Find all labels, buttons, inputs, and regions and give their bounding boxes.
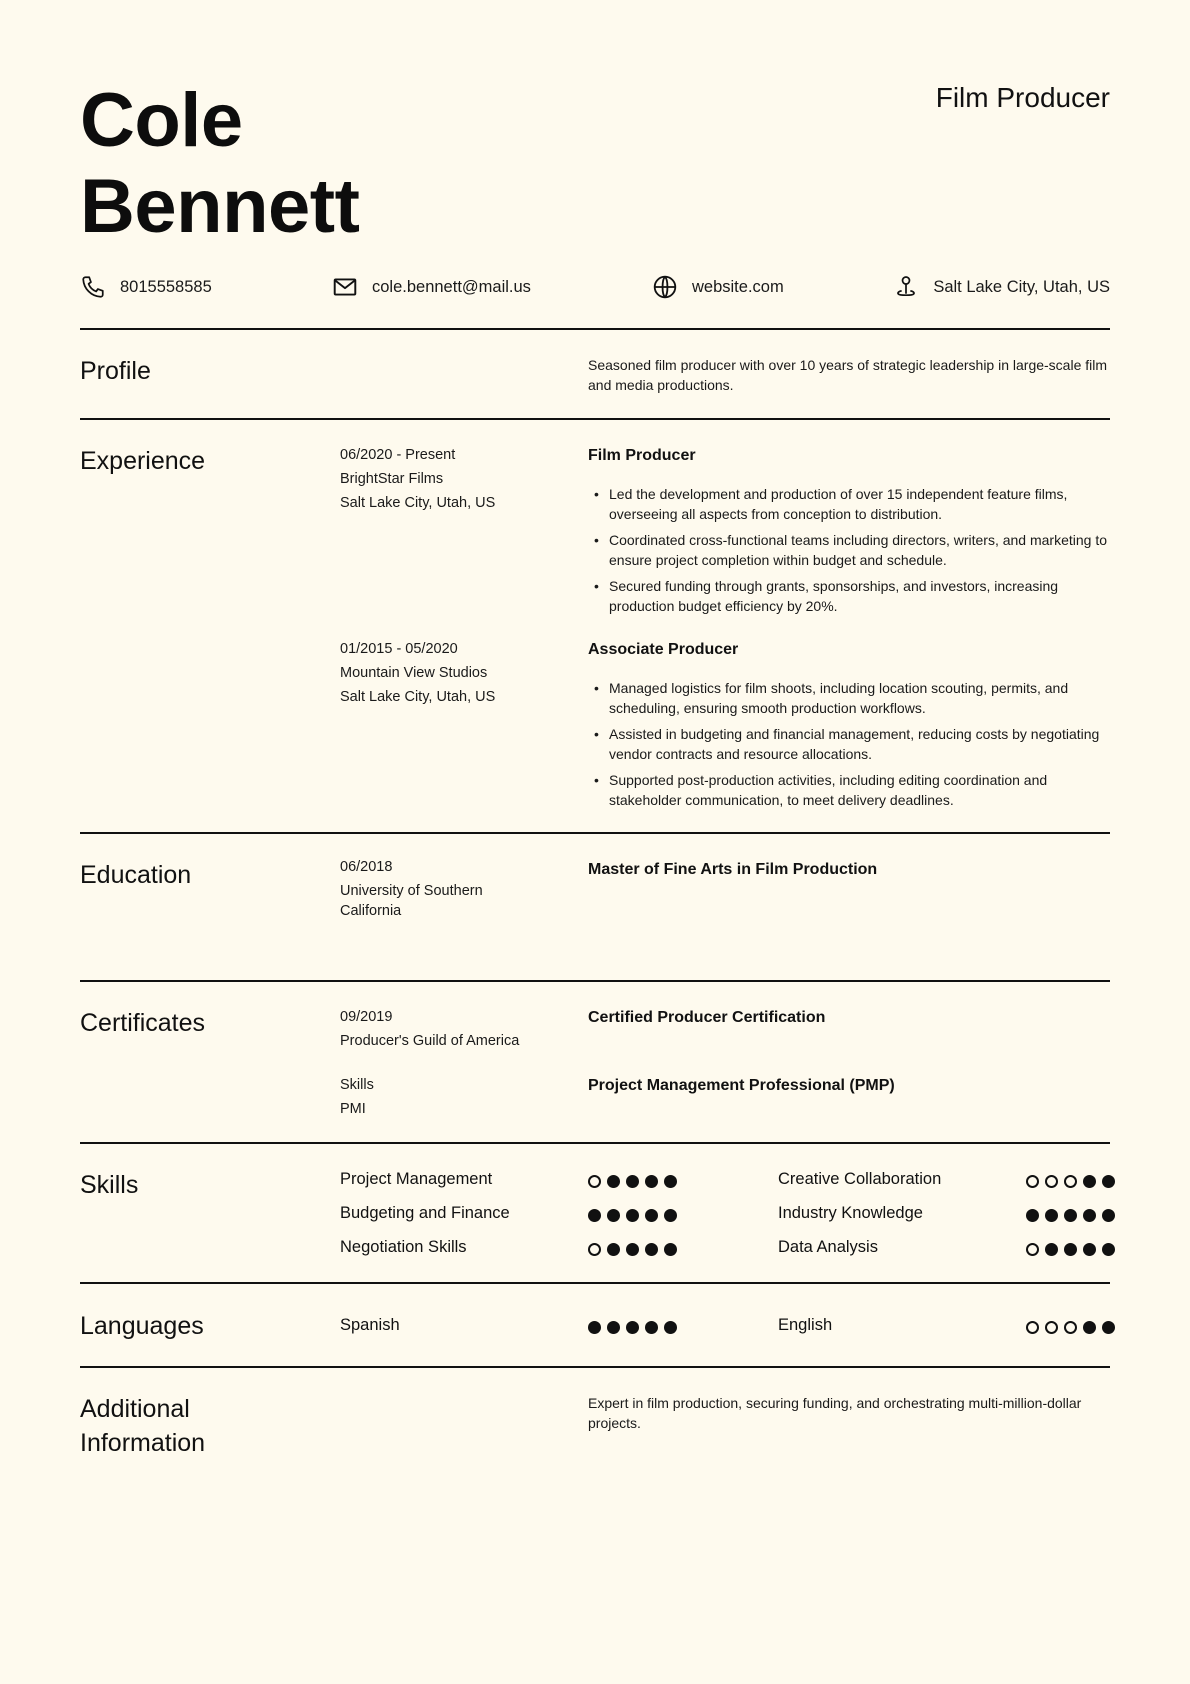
rating-dot-empty	[1045, 1175, 1058, 1188]
rating-dot-filled	[1102, 1175, 1115, 1188]
experience-2-meta	[340, 637, 495, 709]
skill-name: Data Analysis	[778, 1238, 878, 1256]
rating-dot-filled	[645, 1209, 658, 1222]
certificate-date: 09/2019	[340, 1009, 393, 1025]
divider	[80, 1366, 1110, 1368]
bullet-item: • Led the development and production of over 15 independent feature films, overseeing all aspects from conception to distribution.	[588, 484, 1108, 524]
skill-rating	[1026, 1243, 1115, 1256]
education-school: University of Southern California	[340, 883, 483, 919]
rating-dot-filled	[664, 1209, 677, 1222]
divider	[80, 832, 1110, 834]
skill-rating	[588, 1209, 677, 1222]
rating-dot-filled	[1083, 1243, 1096, 1256]
rating-dot-filled	[664, 1175, 677, 1188]
divider	[80, 418, 1110, 420]
rating-dot-filled	[664, 1243, 677, 1256]
bullet-item: • Supported post-production activities, including editing coordination and stakeholder communication, to meet delivery deadlines.	[588, 770, 1108, 810]
education-date: 06/2018	[340, 859, 393, 875]
certificate-2-detail	[588, 1076, 1108, 1096]
rating-dot-filled	[607, 1243, 620, 1256]
rating-dot-filled	[1064, 1209, 1077, 1222]
candidate-name	[80, 78, 359, 250]
rating-dot-filled	[1102, 1321, 1115, 1334]
experience-location: Salt Lake City, Utah, US	[340, 495, 496, 511]
certificate-date: Skills	[340, 1077, 374, 1093]
section-title-certificates: Certificates	[80, 1009, 206, 1037]
skill-name: Creative Collaboration	[778, 1170, 942, 1188]
skill-rating	[1026, 1209, 1115, 1222]
education-degree: Master of Fine Arts in Film Production	[588, 861, 878, 878]
contact-email	[332, 274, 531, 300]
rating-dot-filled	[588, 1209, 601, 1222]
section-title-languages: Languages	[80, 1312, 204, 1340]
rating-dot-empty	[1045, 1321, 1058, 1334]
rating-dot-filled	[1045, 1243, 1058, 1256]
rating-dot-filled	[588, 1321, 601, 1334]
skill-rating	[1026, 1175, 1115, 1188]
certificate-issuer: PMI	[340, 1101, 366, 1117]
rating-dot-filled	[626, 1243, 639, 1256]
divider	[80, 1142, 1110, 1144]
rating-dot-filled	[1102, 1209, 1115, 1222]
section-title-education: Education	[80, 861, 192, 889]
bullet-item: • Managed logistics for film shoots, including location scouting, permits, and scheduling, ensuring smooth production workflows.	[588, 678, 1108, 718]
bullet-item: • Assisted in budgeting and financial management, reducing costs by negotiating vendor contracts and resource allocations.	[588, 724, 1108, 764]
rating-dot-empty	[1064, 1321, 1077, 1334]
website-link[interactable]: website.com	[692, 277, 784, 296]
contact-website	[652, 274, 784, 300]
divider	[80, 328, 1110, 330]
rating-dot-empty	[588, 1243, 601, 1256]
additional-info-text: Expert in film production, securing funding, and orchestrating multi-million-dollar projects.	[588, 1395, 1082, 1431]
mail-icon	[332, 274, 358, 300]
job-title: Film Producer	[935, 82, 1110, 113]
section-title-additional: Additional Information	[80, 1395, 206, 1457]
email-address[interactable]: cole.bennett@mail.us	[372, 277, 531, 296]
rating-dot-filled	[626, 1175, 639, 1188]
rating-dot-filled	[664, 1321, 677, 1334]
skill-rating	[588, 1243, 677, 1256]
rating-dot-filled	[626, 1321, 639, 1334]
skill-name: Budgeting and Finance	[340, 1204, 510, 1222]
education-detail	[588, 860, 1108, 880]
certificate-1-detail	[588, 1008, 1108, 1028]
contact-location	[893, 274, 1110, 300]
skill-name: Industry Knowledge	[778, 1204, 923, 1222]
first-name: Cole	[80, 78, 243, 163]
rating-dot-filled	[1026, 1209, 1039, 1222]
contact-bar	[80, 274, 1110, 308]
skill-rating	[588, 1175, 677, 1188]
rating-dot-filled	[607, 1175, 620, 1188]
certificate-name: Project Management Professional (PMP)	[588, 1077, 895, 1094]
experience-company: BrightStar Films	[340, 471, 444, 487]
language-rating	[1026, 1321, 1115, 1334]
rating-dot-filled	[1083, 1209, 1096, 1222]
certificate-2-meta	[340, 1073, 374, 1121]
rating-dot-filled	[645, 1175, 658, 1188]
section-title-profile: Profile	[80, 357, 151, 385]
experience-company: Mountain View Studios	[340, 665, 488, 681]
phone-number[interactable]: 8015558585	[120, 277, 212, 296]
rating-dot-empty	[1064, 1175, 1077, 1188]
location-text: Salt Lake City, Utah, US	[933, 277, 1110, 296]
rating-dot-filled	[1045, 1209, 1058, 1222]
experience-1-meta	[340, 443, 495, 515]
experience-2-detail	[588, 640, 1108, 816]
education-meta	[340, 857, 530, 921]
experience-role: Film Producer	[588, 447, 696, 464]
language-name: English	[778, 1316, 833, 1334]
bullet-item: • Secured funding through grants, sponsorships, and investors, increasing production budget efficiency by 20%.	[588, 576, 1108, 616]
rating-dot-empty	[1026, 1321, 1039, 1334]
rating-dot-filled	[1064, 1243, 1077, 1256]
rating-dot-filled	[1083, 1175, 1096, 1188]
rating-dot-filled	[1083, 1321, 1096, 1334]
experience-1-detail	[588, 446, 1108, 622]
certificate-1-meta	[340, 1005, 519, 1053]
experience-bullets	[588, 678, 1108, 810]
language-name: Spanish	[340, 1316, 400, 1334]
contact-phone	[80, 274, 212, 300]
divider	[80, 1282, 1110, 1284]
experience-role: Associate Producer	[588, 641, 739, 658]
section-title-experience: Experience	[80, 447, 206, 475]
globe-icon	[652, 274, 678, 300]
rating-dot-filled	[607, 1209, 620, 1222]
profile-summary: Seasoned film producer with over 10 years of strategic leadership in large-scale film and media productions.	[588, 357, 1108, 393]
bullet-item: • Coordinated cross-functional teams including directors, writers, and marketing to ensure project completion within budget and schedule.	[588, 530, 1108, 570]
rating-dot-empty	[588, 1175, 601, 1188]
language-rating	[588, 1321, 677, 1334]
certificate-name: Certified Producer Certification	[588, 1009, 826, 1026]
rating-dot-filled	[645, 1243, 658, 1256]
rating-dot-filled	[626, 1209, 639, 1222]
rating-dot-empty	[1026, 1175, 1039, 1188]
experience-dates: 01/2015 - 05/2020	[340, 641, 458, 657]
last-name: Bennett	[80, 164, 360, 249]
experience-location: Salt Lake City, Utah, US	[340, 689, 496, 705]
divider	[80, 980, 1110, 982]
certificate-issuer: Producer's Guild of America	[340, 1033, 520, 1049]
skill-name: Negotiation Skills	[340, 1238, 467, 1256]
rating-dot-filled	[645, 1321, 658, 1334]
phone-icon	[80, 274, 106, 300]
location-pin-icon	[893, 274, 919, 300]
rating-dot-empty	[1026, 1243, 1039, 1256]
skill-name: Project Management	[340, 1170, 493, 1188]
rating-dot-filled	[607, 1321, 620, 1334]
rating-dot-filled	[1102, 1243, 1115, 1256]
experience-dates: 06/2020 - Present	[340, 447, 456, 463]
section-title-skills: Skills	[80, 1171, 139, 1199]
experience-bullets	[588, 484, 1108, 616]
